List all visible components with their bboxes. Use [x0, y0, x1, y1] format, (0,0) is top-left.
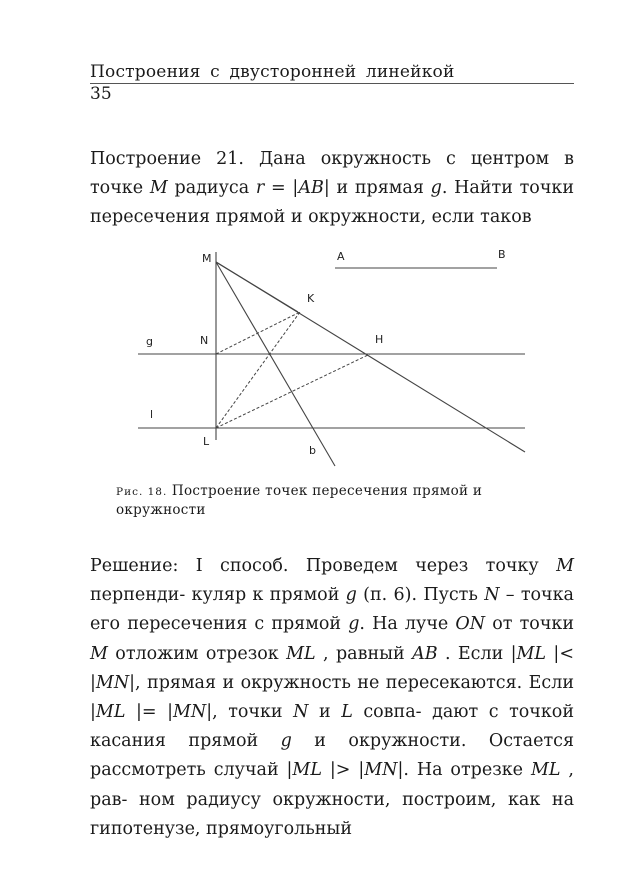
- solution-paragraph: Решение: I способ. Проведем через точку M перпенди- куляр к прямой g (п. 6). Пусть N – точка его пересечения с прямой g. На луче ON от точки M отложим отрезок ML , равный AB . Если |ML |< |MN|, прямая и окружность не пересекаются. Если |ML |= |MN|, точки N и L совпа- дают с точкой касания прямой g и окружности. Остается рассмотреть случай |ML |> |MN|. На отрезке ML , рав- ном радиусу окружности, построим, как на гипотенузе, прямоугольный: [90, 556, 574, 839]
- label-g: g: [146, 335, 153, 348]
- caption-text: Построение точек пересечения прямой и окружности: [116, 483, 483, 518]
- running-header: [90, 62, 574, 84]
- construction-paragraph: Построение 21. Дана окружность с центром в точке M радиуса r = |AB| и прямая g. Найти точки пересечения прямой и окружности, если таков: [90, 149, 575, 228]
- construction-heading: Построение 21.: [90, 149, 244, 169]
- caption-label: Рис. 18.: [116, 486, 168, 498]
- figure-caption: [116, 482, 536, 519]
- label-l: l: [150, 408, 154, 421]
- page-number: 35: [90, 84, 112, 104]
- label-lower-l: L: [203, 435, 210, 448]
- label-n: N: [200, 334, 209, 347]
- label-b: B: [498, 248, 506, 261]
- label-m: M: [202, 252, 212, 265]
- label-h: H: [375, 333, 384, 346]
- running-title: Построения с двусторонней линейкой: [90, 62, 455, 82]
- label-k: K: [307, 292, 315, 305]
- label-b-lower: b: [309, 444, 316, 457]
- construction-figure: [130, 230, 530, 475]
- label-a: A: [337, 250, 345, 263]
